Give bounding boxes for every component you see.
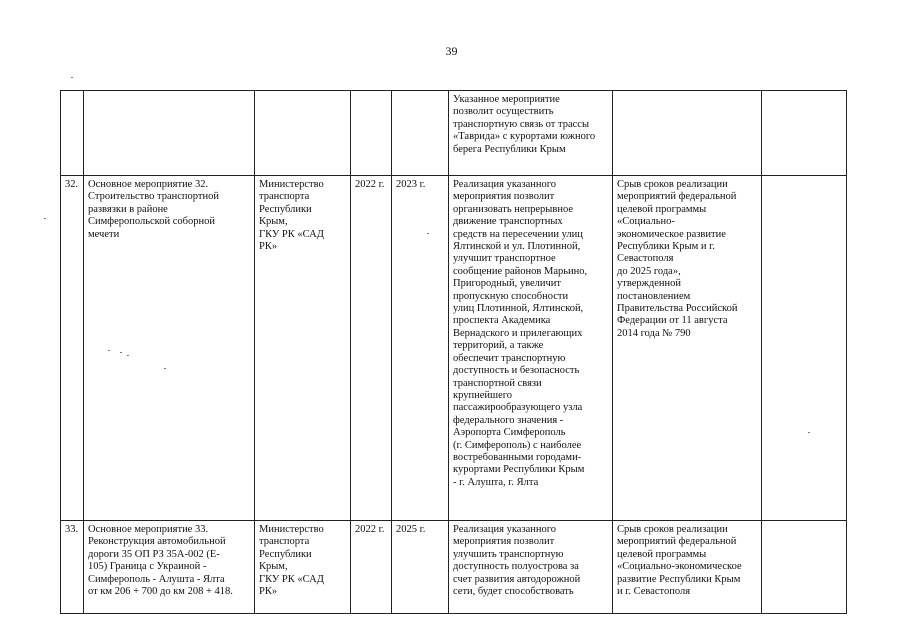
row-number-cell <box>61 91 84 176</box>
row-number-cell: 32. <box>61 176 84 521</box>
extra-cell <box>762 521 847 614</box>
result-cell: Указанное мероприятие позволит осуществить транспортную связь от трассы «Таврида» с курортами южного берега Республики Крым <box>449 91 613 176</box>
end-year-cell: 2025 г. <box>392 521 449 614</box>
row-number-cell: 33. <box>61 521 84 614</box>
end-year-cell: 2023 г. <box>392 176 449 521</box>
result-cell: Реализация указанного мероприятия позволит улучшить транспортную доступность полуострова за счет развития автодорожной сети, будет способствовать <box>449 521 613 614</box>
scan-speck <box>808 432 810 433</box>
page-number: 39 <box>445 44 458 58</box>
reason-cell: Срыв сроков реализации мероприятий федеральной целевой программы «Социально- экономическое развитие Республики Крым и г. Севастополя до 2025 года», утвержденной постановлением Правительства Российской Федерации от 11 августа 2014 года № 790 <box>613 176 762 521</box>
extra-cell <box>762 176 847 521</box>
table-row <box>61 521 847 614</box>
start-year-cell: 2022 г. <box>351 521 392 614</box>
scan-speck <box>164 368 166 369</box>
scan-speck <box>127 355 129 356</box>
executor-cell: Министерство транспорта Республики Крым, ГКУ РК «САД РК» <box>255 176 351 521</box>
table-row <box>61 91 847 176</box>
scan-speck <box>44 218 46 219</box>
result-cell: Реализация указанного мероприятия позволит организовать непрерывное движение транспортных средств на пересечении улиц Ялтинской и ул. Плотинной, улучшит транспортное сообщение районов Марьино, Пригородный, увеличит пропускную способности улиц Плотинной, Ялтинской, проспекта Академика Вернадского и прилегающих территорий, а также обеспечит транспортную доступность и безопасность транспортной связи крупнейшего пассажирообразующего узла федерального значения - Аэропорта Симферополь (г. Симферополь) с наиболее востребованными городами- курортами Республики Крым - г. Алушта, г. Ялта <box>449 176 613 521</box>
measures-table <box>60 90 847 614</box>
start-year-cell <box>351 91 392 176</box>
event-cell <box>84 91 255 176</box>
table-row <box>61 176 847 521</box>
executor-cell: Министерство транспорта Республики Крым, ГКУ РК «САД РК» <box>255 521 351 614</box>
event-cell: Основное мероприятие 32. Строительство транспортной развязки в районе Симферопольской соборной мечети <box>84 176 255 521</box>
reason-cell: Срыв сроков реализации мероприятий федеральной целевой программы «Социально-экономическое развитие Республики Крым и г. Севастополя <box>613 521 762 614</box>
scan-speck <box>120 352 122 353</box>
scan-speck <box>71 77 73 78</box>
extra-cell <box>762 91 847 176</box>
end-year-cell <box>392 91 449 176</box>
event-cell: Основное мероприятие 33. Реконструкция автомобильной дороги 35 ОП РЗ 35А-002 (Е- 105) Граница с Украиной - Симферополь - Алушта - Ялта от км 206 + 700 до км 208 + 418. <box>84 521 255 614</box>
scan-speck <box>108 350 110 351</box>
reason-cell <box>613 91 762 176</box>
scan-speck <box>427 233 429 234</box>
executor-cell <box>255 91 351 176</box>
start-year-cell: 2022 г. <box>351 176 392 521</box>
